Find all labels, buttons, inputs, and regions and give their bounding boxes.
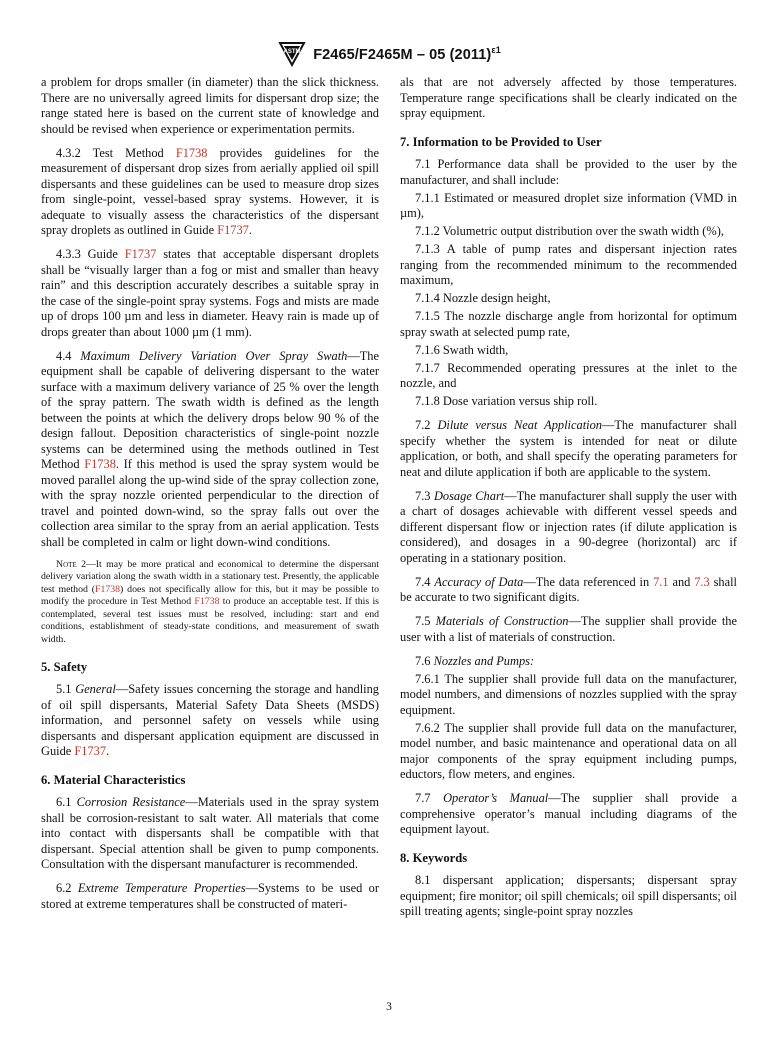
svg-text:ASTM: ASTM: [283, 49, 301, 55]
ref-link-7-3[interactable]: 7.3: [694, 574, 710, 589]
paragraph-8-1: 8.1 dispersant application; dispersants; dispersant spray equipment; fire monitor; oil spill chemicals; oil spill dispersants; oil spill treating agents; single-point spray nozzles: [400, 873, 737, 918]
paragraph-7-1-1: 7.1.1 Estimated or measured droplet size information (VMD in µm),: [400, 190, 737, 220]
paragraph-7-1: 7.1 Performance data shall be provided to the user by the manufacturer, and shall include:: [400, 157, 737, 187]
ref-link-f1738[interactable]: F1738: [95, 583, 121, 595]
paragraph-7-2: 7.2 Dilute versus Neat Application—The manufacturer shall specify whether the system is intended for neat or dilute application, or both, and shall specify the operating parameters for neat and dilute application if both are applicable to the system.: [400, 418, 737, 479]
ref-link-f1738[interactable]: F1738: [84, 457, 116, 471]
left-column: [41, 75, 379, 921]
ref-link-f1738[interactable]: F1738: [194, 596, 220, 608]
paragraph-7-1-5: 7.1.5 The nozzle discharge angle from horizontal for optimum spray swath at selected pump rate,: [400, 309, 737, 339]
note-2: Note 2—It may be more pratical and economical to determine the dispersant delivery variation along the swath width in a stationary test. Presently, the applicable test method (F1738) does not specifically allow for this, but it may be possible to modify the procedure in Test Method F1738 to produce an acceptable test. If this is contemplated, several test issues must be resolved, including: start and end conditions, establishment of steady-state conditions, and measurement of swath width.: [41, 558, 379, 646]
paragraph-4-3-2: 4.3.2 Test Method F1738 provides guidelines for the measurement of dispersant drop sizes from aerially applied oil spill dispersants and these guidelines can be used to measure drop sizes from single-point, vessel-based spray systems. However, it is adequate to visually assess the characteristics of the dispersant spray droplets as outlined in Guide F1737.: [41, 145, 379, 237]
paragraph-7-1-7: 7.1.7 Recommended operating pressures at the inlet to the nozzle, and: [400, 360, 737, 390]
ref-link-f1738[interactable]: F1738: [175, 145, 208, 160]
paragraph-7-3: 7.3 Dosage Chart—The manufacturer shall supply the user with a chart of dosages achievable with different vessel speeds and different dispersant flow or injection rates (if dilute application is considered), and dosages in a 90-degree (horizontal) arc if operating in a stationary position.: [400, 488, 737, 565]
paragraph-continued: als that are not adversely affected by those temperatures. Temperature range specifications shall be clearly indicated on the spray equipment.: [400, 75, 737, 120]
right-column: [400, 75, 737, 928]
paragraph-7-1-8: 7.1.8 Dose variation versus ship roll.: [415, 394, 598, 408]
paragraph-7-5: 7.5 Materials of Construction—The supplier shall provide the user with a list of materials of construction.: [400, 614, 737, 644]
paragraph-4-3-3: 4.3.3 Guide F1737 states that acceptable dispersant droplets shall be “visually larger than a fog or mist and smaller than heavy rain” and this description accurately describes a suitable spray in the case of the single-point spray systems. Fogs and mists are made up of drops 100 µm and less in diameter. Heavy rain is made up of drops greater than about 1000 µm (1 mm).: [41, 247, 380, 339]
ref-link-f1737[interactable]: F1737: [124, 247, 157, 261]
paragraph-6-2: 6.2 Extreme Temperature Properties—Systems to be used or stored at extreme temperatures shall be constructed of materi-: [41, 881, 379, 911]
page-number: 3: [386, 1001, 392, 1013]
paragraph-5-1: 5.1 General—Safety issues concerning the storage and handling of oil spill dispersants, Material Safety Data Sheets (MSDS) information, and personnel safety on vessels while using dispersants and dispersant application equipment are discussed in Guide F1737.: [41, 682, 379, 759]
astm-logo-icon: [277, 41, 307, 67]
paragraph-continued: a problem for drops smaller (in diameter) than the slick thickness. There are no universally agreed limits for dispersant drop size; the range stated here is based on the current state of knowledge and should be revised when experience or experimentation permits.: [41, 75, 379, 136]
standard-designation: F2465/F2465M – 05 $(2011)^{\varepsilon 1}$: [313, 45, 501, 63]
section-heading-safety: 5. Safety: [41, 659, 88, 674]
paragraph-7-6: 7.6 Nozzles and Pumps:: [415, 653, 535, 668]
ref-link-7-1[interactable]: 7.1: [653, 574, 669, 589]
ref-link-f1737[interactable]: F1737: [217, 223, 249, 237]
paragraph-7-1-6: 7.1.6 Swath width,: [415, 342, 509, 357]
paragraph-4-4: 4.4 Maximum Delivery Variation Over Spray Swath—The equipment shall be capable of delivering dispersant to the water surface with a maximum delivery variance of 25 % over the length of the spray pattern. The swath width is defined as the length between the points at which the delivery drops below 90 % of the design fallout. Deposition characteristics of single-point nozzle systems can be determined using the methods outlined in Test Method F1738. If this method is used the spray system would be moved parallel along the up-wind side of the spray collection zone, with the spray nozzle oriented perpendicular to the direction of travel and pointed down-wind, so the spray falls out over the collection area similar to the spray from an aerial application. Tests shall be completed in calm or light down-wind conditions.: [41, 348, 379, 549]
paragraph-7-4: 7.4 Accuracy of Data—The data referenced in 7.1 and 7.3 shall be accurate to two significant digits.: [400, 574, 737, 604]
paragraph-7-6-1: 7.6.1 The supplier shall provide full data on the manufacturer, model numbers, and dimensions of nozzles supplied with the spray equipment.: [400, 671, 737, 717]
section-heading-material-characteristics: 6. Material Characteristics: [41, 772, 186, 787]
paragraph-7-7: 7.7 Operator’s Manual—The supplier shall provide a comprehensive operator’s manual including diagrams of the equipment layout.: [400, 791, 737, 836]
section-heading-information-to-user: 7. Information to be Provided to User: [400, 134, 602, 149]
paragraph-6-1: 6.1 Corrosion Resistance—Materials used in the spray system shall be corrosion-resistant to salt water. All materials that come into contact with dispersants shall be compatible with that dispersant. Special attention shall be given to pump components. Consultation with the dispersant manufacturer is recommended.: [41, 795, 379, 872]
paragraph-7-1-2: 7.1.2 Volumetric output distribution over the swath width (%),: [415, 224, 724, 238]
ref-link-f1737[interactable]: F1737: [74, 744, 107, 759]
paragraph-7-1-4: 7.1.4 Nozzle design height,: [415, 291, 551, 305]
paragraph-7-1-3: 7.1.3 A table of pump rates and dispersant injection rates ranging from the recommended minimum to the recommended maximum,: [400, 242, 737, 287]
paragraph-7-6-2: 7.6.2 The supplier shall provide full data on the manufacturer, model number, and basic maintenance and operational data on all major components of the spray equipment including pumps, eductors, flow meters, and engines.: [400, 720, 737, 781]
page-header: [0, 41, 778, 67]
section-heading-keywords: 8. Keywords: [400, 850, 468, 865]
